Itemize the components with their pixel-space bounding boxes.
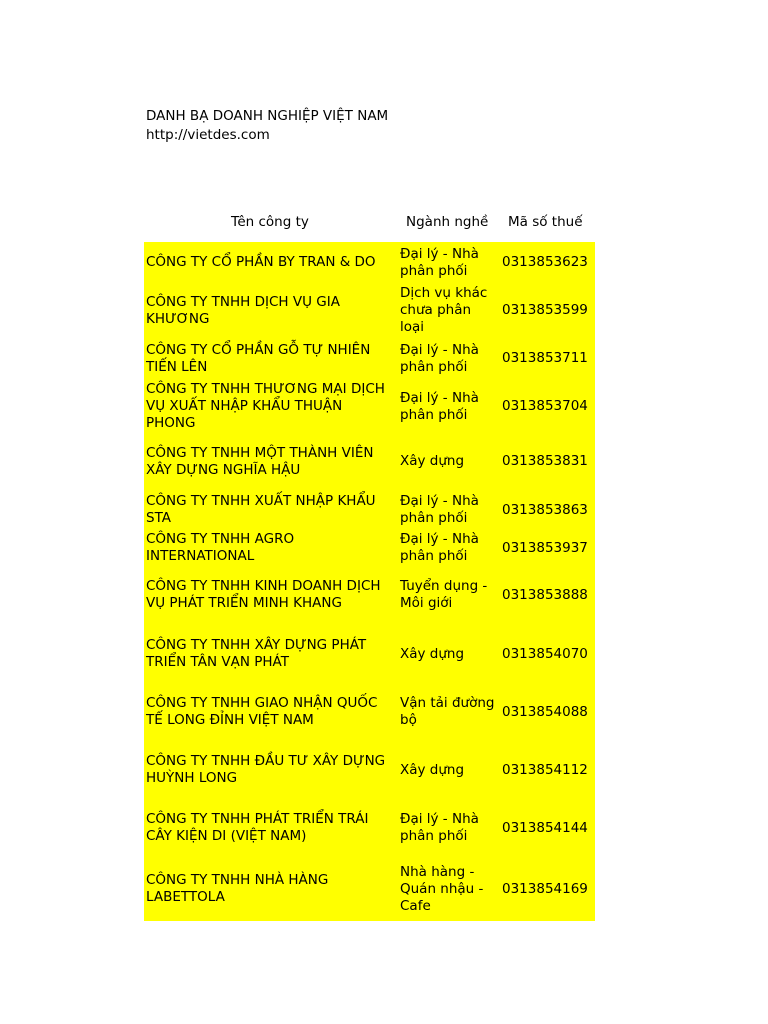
tax-code-cell: 0313853704 (502, 398, 588, 414)
company-name-cell: CÔNG TY TNHH MỘT THÀNH VIÊN XÂY DỰNG NGHĨA HẬU (146, 444, 374, 478)
company-name-cell: CÔNG TY TNHH THƯƠNG MẠI DỊCH VỤ XUẤT NHẬP KHẨU THUẬN PHONG (146, 381, 385, 431)
table-row (144, 741, 595, 799)
company-name-cell: CÔNG TY CỔ PHẦN GỖ TỰ NHIÊN TIẾN LÊN (146, 341, 371, 375)
industry-cell: Vận tải đường bộ (400, 695, 495, 728)
tax-code-cell: 0313854112 (502, 761, 588, 778)
tax-code-cell: 0313853623 (502, 254, 588, 270)
company-name-cell: CÔNG TY TNHH NHÀ HÀNG LABETTOLA (146, 872, 329, 905)
table-row (144, 242, 595, 283)
table-row (144, 857, 595, 921)
table-row (144, 434, 595, 489)
document-title: DANH BẠ DOANH NGHIỆP VIỆT NAM (146, 108, 389, 124)
tax-code-cell: 0313854169 (502, 880, 588, 897)
industry-cell: Tuyển dụng - Môi giới (400, 578, 488, 611)
company-name-cell: CÔNG TY CỔ PHẦN BY TRAN & DO (146, 254, 376, 270)
tax-code-cell: 0313853711 (502, 350, 588, 366)
industry-cell: Xây dựng (400, 453, 465, 469)
website-url: http://vietdes.com (146, 127, 270, 143)
tax-code-cell: 0313854088 (502, 703, 588, 720)
tax-code-cell: 0313853937 (502, 539, 588, 556)
industry-cell: Đại lý - Nhà phân phối (400, 389, 479, 423)
table-row (144, 379, 595, 434)
table-row (144, 799, 595, 857)
table-row (144, 283, 595, 338)
industry-cell: Đại lý - Nhà phân phối (400, 493, 479, 526)
column-header-company-name: Tên công ty (231, 214, 309, 230)
industry-cell: Xây dựng (400, 761, 465, 778)
table-row (144, 338, 595, 379)
tax-code-cell: 0313853863 (502, 501, 588, 518)
company-name-cell: CÔNG TY TNHH GIAO NHẬN QUỐC TẾ LONG ĐỈNH VIỆT NAM (146, 695, 378, 728)
table-row (144, 625, 595, 683)
industry-cell: Đại lý - Nhà phân phối (400, 811, 479, 844)
company-name-cell: CÔNG TY TNHH PHÁT TRIỂN TRÁI CÂY KIỆN DI (VIỆT NAM) (146, 811, 369, 844)
tax-code-cell: 0313853888 (502, 586, 588, 603)
company-name-cell: CÔNG TY TNHH ĐẦU TƯ XÂY DỰNG HUỲNH LONG (146, 753, 386, 786)
industry-cell: Dịch vụ khác chưa phân loại (400, 285, 488, 335)
industry-cell: Đại lý - Nhà phân phối (400, 245, 479, 279)
company-name-cell: CÔNG TY TNHH AGRO INTERNATIONAL (146, 531, 295, 564)
company-name-cell: CÔNG TY TNHH DỊCH VỤ GIA KHƯƠNG (146, 293, 340, 327)
table-row (144, 531, 595, 565)
table-row (144, 683, 595, 741)
industry-cell: Xây dựng (400, 645, 465, 662)
document-header (146, 107, 388, 145)
table-row (144, 565, 595, 625)
tax-code-cell: 0313853831 (502, 453, 588, 469)
tax-code-cell: 0313854144 (502, 819, 588, 836)
company-name-cell: CÔNG TY TNHH KINH DOANH DỊCH VỤ PHÁT TRIỂN MINH KHANG (146, 578, 381, 611)
industry-cell: Đại lý - Nhà phân phối (400, 341, 479, 375)
company-name-cell: CÔNG TY TNHH XÂY DỰNG PHÁT TRIỂN TÂN VẠN PHÁT (146, 637, 367, 670)
company-table (144, 242, 595, 921)
industry-cell: Đại lý - Nhà phân phối (400, 531, 479, 564)
tax-code-cell: 0313854070 (502, 645, 588, 662)
company-name-cell: CÔNG TY TNHH XUẤT NHẬP KHẨU STA (146, 493, 376, 526)
industry-cell: Nhà hàng - Quán nhậu - Cafe (400, 863, 484, 914)
column-header-industry: Ngành nghề (406, 214, 489, 230)
table-row (144, 489, 595, 531)
column-header-tax-code: Mã số thuế (508, 214, 583, 230)
tax-code-cell: 0313853599 (502, 302, 588, 318)
